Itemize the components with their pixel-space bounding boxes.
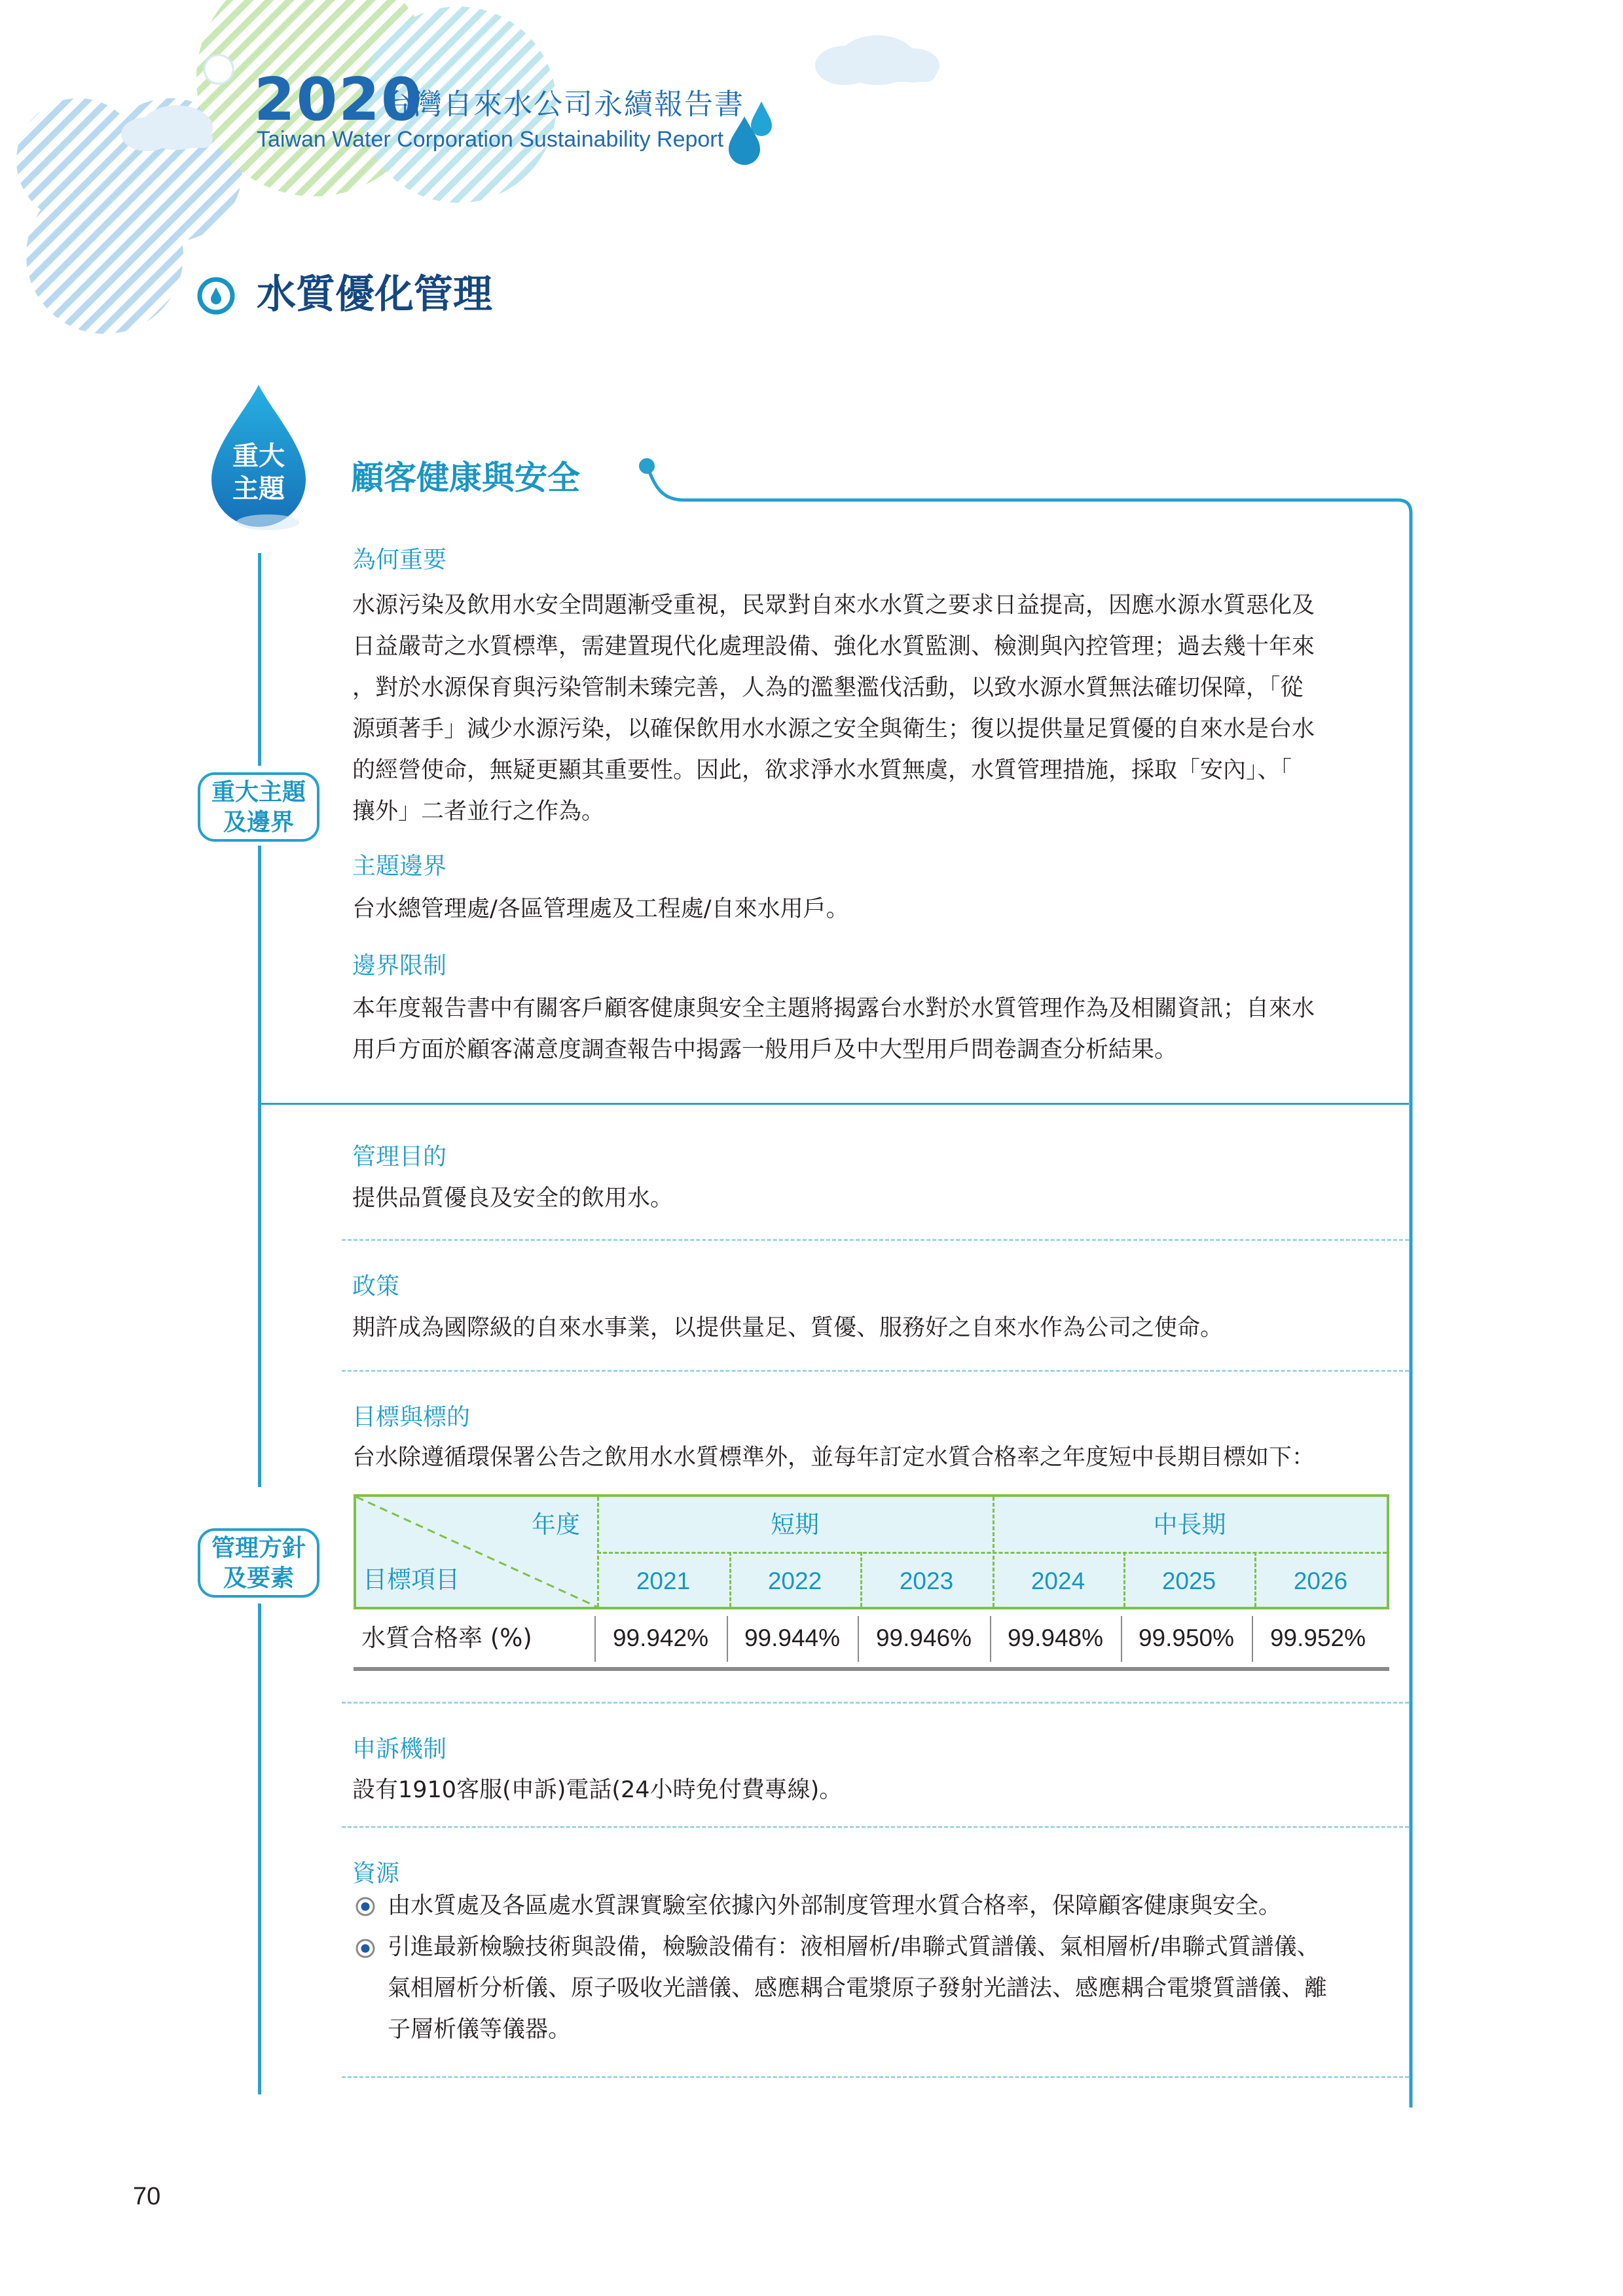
header-year-label: 年度 (532, 1511, 580, 1539)
cloud-icon (815, 35, 939, 85)
table-row (354, 1609, 1389, 1671)
text-line: 子層析儀等儀器。 (388, 2017, 572, 2043)
year-2023: 2023 (899, 1568, 954, 1594)
bullet-icon (354, 1895, 376, 1918)
table-cell: 99.946% (875, 1624, 972, 1651)
dashed-divider (342, 1826, 1409, 1828)
bullet-icon (354, 1937, 376, 1960)
text-line: 源頭著手」減少水源污染，以確保飲用水水源之安全與衛生；復以提供量足質優的自來水是台水 (352, 716, 1315, 742)
text-line: 氣相層析分析儀、原子吸收光譜儀、感應耦合電漿原子發射光譜法、感應耦合電漿質譜儀、離 (388, 1975, 1328, 2001)
section-drop-icon (196, 276, 236, 315)
topic-badge-text (216, 440, 301, 505)
timeline-line-2 (258, 846, 261, 1487)
policy-label: 政策 (352, 1273, 400, 1300)
table-header (354, 1494, 1389, 1609)
boundary-limit-label: 邊界限制 (352, 952, 447, 979)
report-year: 2020 (254, 65, 424, 134)
timeline-line-3 (258, 1604, 261, 2094)
text-line: ，對於水源保育與污染管制未臻完善，人為的濫墾濫伐活動，以致水源水質無法確切保障，「從 (352, 675, 1304, 701)
tag-topic-boundary (198, 772, 319, 842)
goals-text (352, 1437, 1387, 1479)
purpose-label: 管理目的 (352, 1143, 447, 1170)
text-line: 由水質處及各區處水質課實驗室依據內外部制度管理水質合格率，保障顧客健康與安全。 (388, 1893, 1282, 1919)
dashed-divider (342, 1702, 1409, 1704)
dashed-divider (342, 1370, 1409, 1372)
goals-label: 目標與標的 (352, 1404, 471, 1431)
topic-badge-line1: 重大 (232, 441, 285, 471)
policy-text (352, 1308, 1387, 1349)
table-cell: 99.942% (612, 1624, 709, 1651)
dashed-divider (342, 2076, 1409, 2078)
topic-badge-line2: 主題 (232, 474, 285, 504)
boundary-text (352, 889, 1387, 930)
topic-title: 顧客健康與安全 (351, 459, 580, 497)
text-line: 引進最新檢驗技術與設備，檢驗設備有：液相層析/串聯式質譜儀、氣相層析/串聯式質譜儀、 (388, 1934, 1320, 1960)
text-line: 期許成為國際級的自來水事業，以提供量足、質優、服務好之自來水作為公司之使命。 (352, 1315, 1224, 1341)
complaint-label: 申訴機制 (352, 1736, 447, 1763)
year-2026: 2026 (1293, 1568, 1348, 1594)
why-important-label: 為何重要 (352, 547, 447, 573)
tag-management (198, 1528, 319, 1598)
year-2025: 2025 (1161, 1568, 1216, 1594)
text-line: 設有1910客服(申訴)電話(24小時免付費專線)。 (352, 1777, 843, 1803)
header-item-label: 目標項目 (363, 1566, 460, 1594)
resource-item-1 (388, 1886, 1409, 1927)
purpose-text (352, 1178, 1387, 1219)
table-cell: 99.948% (1007, 1624, 1104, 1651)
text-line: 台水總管理處/各區管理處及工程處/自來水用戶。 (352, 896, 849, 922)
text-line: 提供品質優良及安全的飲用水。 (352, 1185, 674, 1211)
timeline-line-1 (258, 553, 261, 766)
year-2022: 2022 (767, 1568, 822, 1594)
table-cell: 99.952% (1269, 1624, 1366, 1651)
resources-label: 資源 (352, 1860, 400, 1887)
row-label: 水質合格率 (%) (361, 1624, 532, 1652)
text-line: 攘外」二者並行之作為。 (352, 798, 605, 825)
text-line: 日益嚴苛之水質標準，需建置現代化處理設備、強化水質監測、檢測與內控管理；過去幾十年來 (352, 634, 1315, 660)
dashed-divider (342, 1239, 1409, 1241)
boundary-label: 主題邊界 (352, 853, 447, 880)
table-cell: 99.944% (744, 1624, 841, 1651)
text-line: 的經營使命，無疑更顯其重要性。因此，欲求淨水水質無虞，水質管理措施，採取「安內」、「 (352, 757, 1292, 783)
pin-icon (204, 55, 233, 84)
tag-boundary-line1: 重大主題 (211, 779, 306, 806)
tag-management-line2: 及要素 (223, 1565, 294, 1592)
page-number: 70 (133, 2183, 161, 2210)
tag-boundary-line2: 及邊界 (223, 809, 294, 836)
drop-icon-small (751, 101, 772, 136)
text-line: 水源污染及飲用水安全問題漸受重視，民眾對自來水水質之要求日益提高，因應水源水質惡化及 (352, 592, 1315, 619)
resource-item-2 (388, 1927, 1409, 2051)
header-short-term: 短期 (771, 1511, 819, 1539)
text-line: 台水除遵循環保署公告之飲用水水質標準外，並每年訂定水質合格率之年度短中長期目標如下： (352, 1444, 1315, 1471)
table-cell: 99.950% (1138, 1624, 1235, 1651)
complaint-text (352, 1770, 1387, 1811)
header-long-term: 中長期 (1153, 1511, 1226, 1539)
section-title: 水質優化管理 (257, 272, 492, 317)
section-divider (258, 1103, 1409, 1105)
year-2021: 2021 (636, 1568, 691, 1594)
report-title-en: Taiwan Water Corporation Sustainability Report (257, 127, 724, 152)
tag-management-line1: 管理方針 (211, 1535, 306, 1562)
text-line: 用戶方面於顧客滿意度調查報告中揭露一般用戶及中大型用戶問卷調查分析結果。 (352, 1037, 1178, 1063)
year-2024: 2024 (1030, 1568, 1085, 1594)
why-important-text (352, 585, 1387, 833)
report-title-zh: 台灣自來水公司永續報告書 (383, 88, 744, 121)
boundary-limit-text (352, 988, 1387, 1071)
target-table (354, 1494, 1389, 1671)
text-line: 本年度報告書中有關客戶顧客健康與安全主題將揭露台水對於水質管理作為及相關資訊；自來水 (352, 996, 1315, 1022)
